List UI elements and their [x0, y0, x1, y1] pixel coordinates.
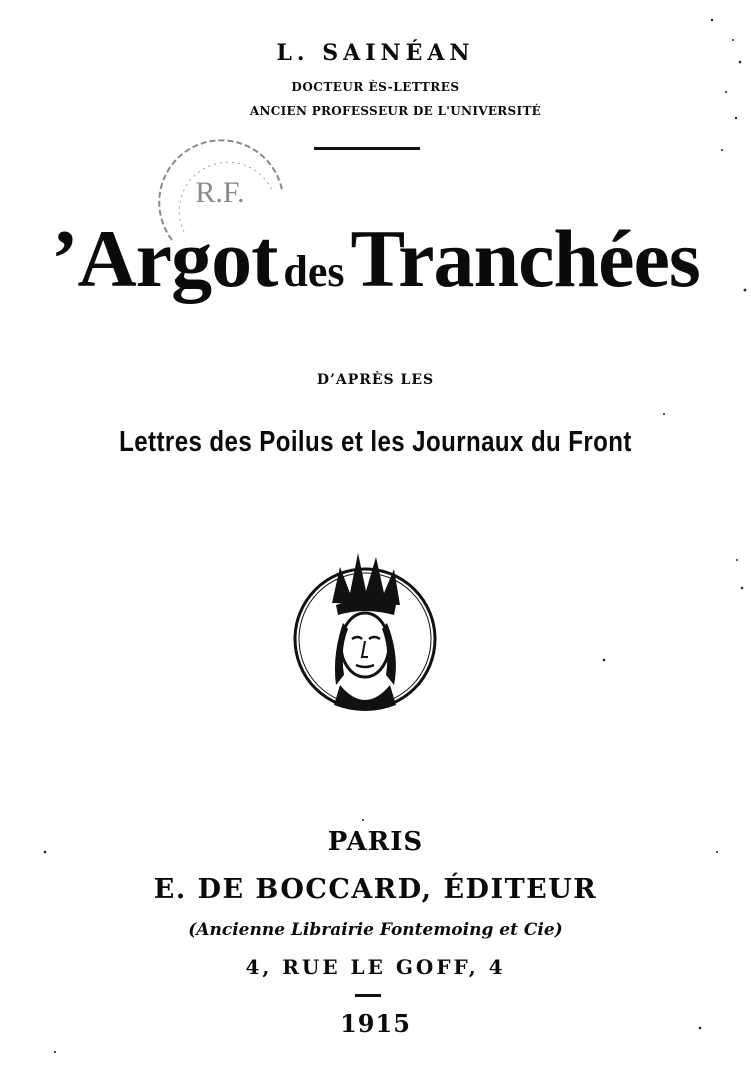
author-credential-2: ANCIEN PROFESSEUR DE L'UNIVERSITÉ [249, 104, 542, 118]
author-credential-1: DOCTEUR ÈS-LETTRES [291, 80, 460, 94]
title-part-des: des [283, 247, 345, 296]
author-name: L. SAINÉAN [276, 40, 475, 66]
publication-year: 1915 [340, 1009, 411, 1038]
publisher-address: 4, RUE LE GOFF, 4 [245, 955, 506, 979]
title-part-argot: ’Argot [51, 213, 278, 304]
publication-city: PARIS [327, 827, 424, 857]
publisher-former-name: (Ancienne Librairie Fontemoing et Cie) [188, 920, 563, 940]
publisher-name: E. DE BOCCARD, ÉDITEUR [153, 874, 598, 905]
title-part-tranchees: Tranchées [350, 213, 700, 304]
book-subtitle: Lettres des Poilus et les Journaux du Front [119, 426, 632, 458]
stamp-text: R.F. [195, 176, 245, 209]
title-preposition: D’APRÈS LES [316, 372, 435, 388]
